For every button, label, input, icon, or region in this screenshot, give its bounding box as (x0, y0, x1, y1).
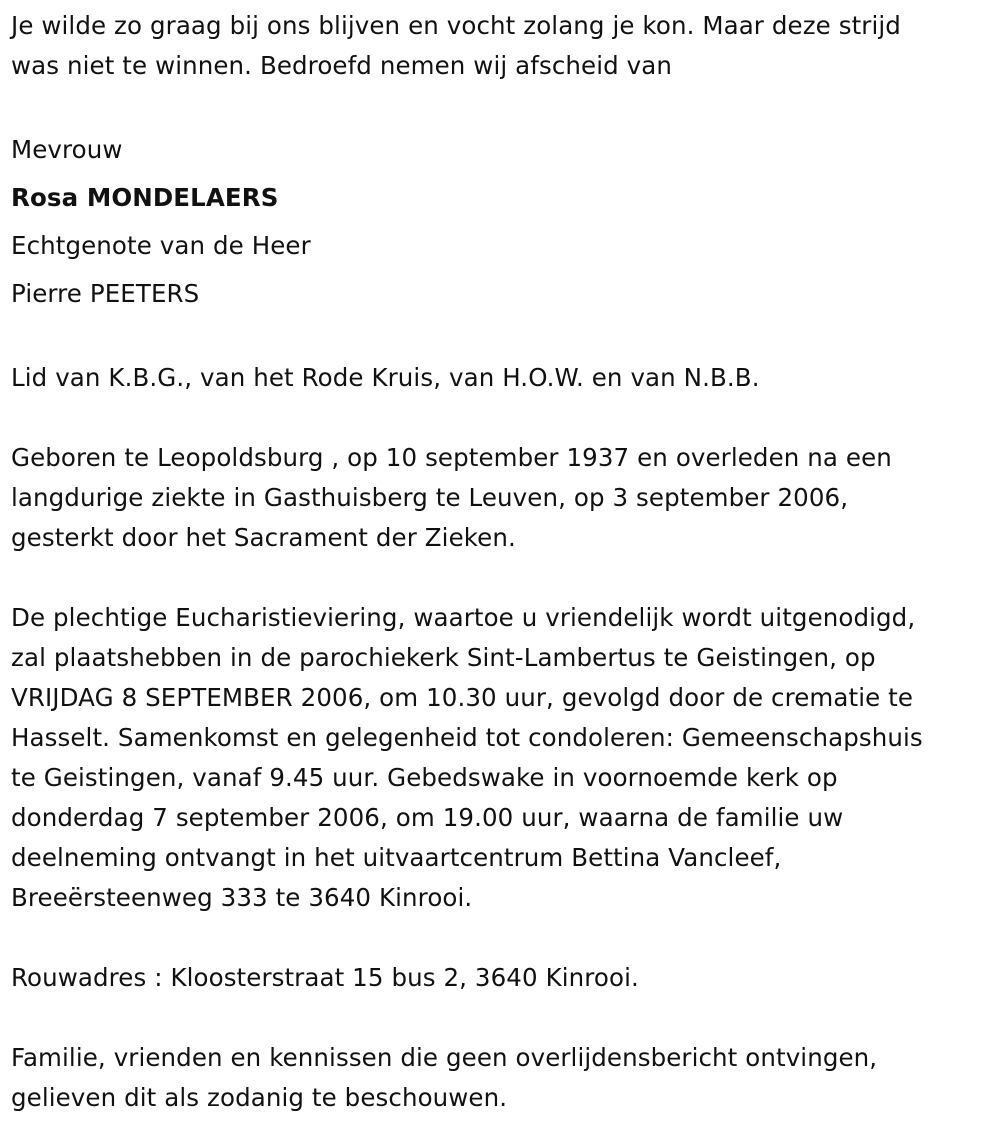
birth-death-line-1: Geboren te Leopoldsburg , op 10 september 1937 en overleden na een (11, 443, 892, 472)
ceremony-line-2: zal plaatshebben in de parochiekerk Sint-Lambertus te Geistingen, op (11, 643, 876, 672)
membership-line: Lid van K.B.G., van het Rode Kruis, van H.O.W. en van N.B.B. (11, 363, 760, 392)
ceremony-line-7: deelneming ontvangt in het uitvaartcentrum Bettina Vancleef, (11, 843, 782, 872)
ceremony-paragraph (11, 598, 990, 918)
spacer (11, 318, 990, 358)
birth-death-paragraph (11, 438, 990, 558)
closing-line-2: gelieven dit als zodanig te beschouwen. (11, 1083, 508, 1112)
spacer (11, 558, 990, 598)
spouse-name: Pierre PEETERS (11, 279, 200, 308)
mourning-address: Rouwadres : Kloosterstraat 15 bus 2, 3640 Kinrooi. (11, 963, 639, 992)
ceremony-line-6: donderdag 7 september 2006, om 19.00 uur, waarna de familie uw (11, 803, 844, 832)
ceremony-line-4: Hasselt. Samenkomst en gelegenheid tot condoleren: Gemeenschapshuis (11, 723, 923, 752)
ceremony-line-1: De plechtige Eucharistieviering, waartoe u vriendelijk wordt uitgenodigd, (11, 603, 916, 632)
spacer (11, 86, 990, 126)
spacer (11, 918, 990, 958)
birth-death-line-3: gesterkt door het Sacrament der Zieken. (11, 523, 516, 552)
ceremony-line-5: te Geistingen, vanaf 9.45 uur. Gebedswake in voornoemde kerk op (11, 763, 838, 792)
spacer (11, 998, 990, 1038)
intro-paragraph (11, 6, 990, 86)
ceremony-line-8: Breeërsteenweg 333 te 3640 Kinrooi. (11, 883, 473, 912)
ceremony-line-3: VRIJDAG 8 SEPTEMBER 2006, om 10.30 uur, gevolgd door de crematie te (11, 683, 914, 712)
intro-line-1: Je wilde zo graag bij ons blijven en vocht zolang je kon. Maar deze strijd (11, 11, 901, 40)
spacer (11, 398, 990, 438)
closing-line-1: Familie, vrienden en kennissen die geen overlijdensbericht ontvingen, (11, 1043, 878, 1072)
deceased-name: Rosa MONDELAERS (11, 183, 279, 212)
deceased-block (11, 126, 990, 318)
deceased-title: Mevrouw (11, 135, 123, 164)
intro-line-2: was niet te winnen. Bedroefd nemen wij afscheid van (11, 51, 673, 80)
closing-paragraph (11, 1038, 990, 1118)
deceased-relation: Echtgenote van de Heer (11, 231, 311, 260)
birth-death-line-2: langdurige ziekte in Gasthuisberg te Leuven, op 3 september 2006, (11, 483, 849, 512)
